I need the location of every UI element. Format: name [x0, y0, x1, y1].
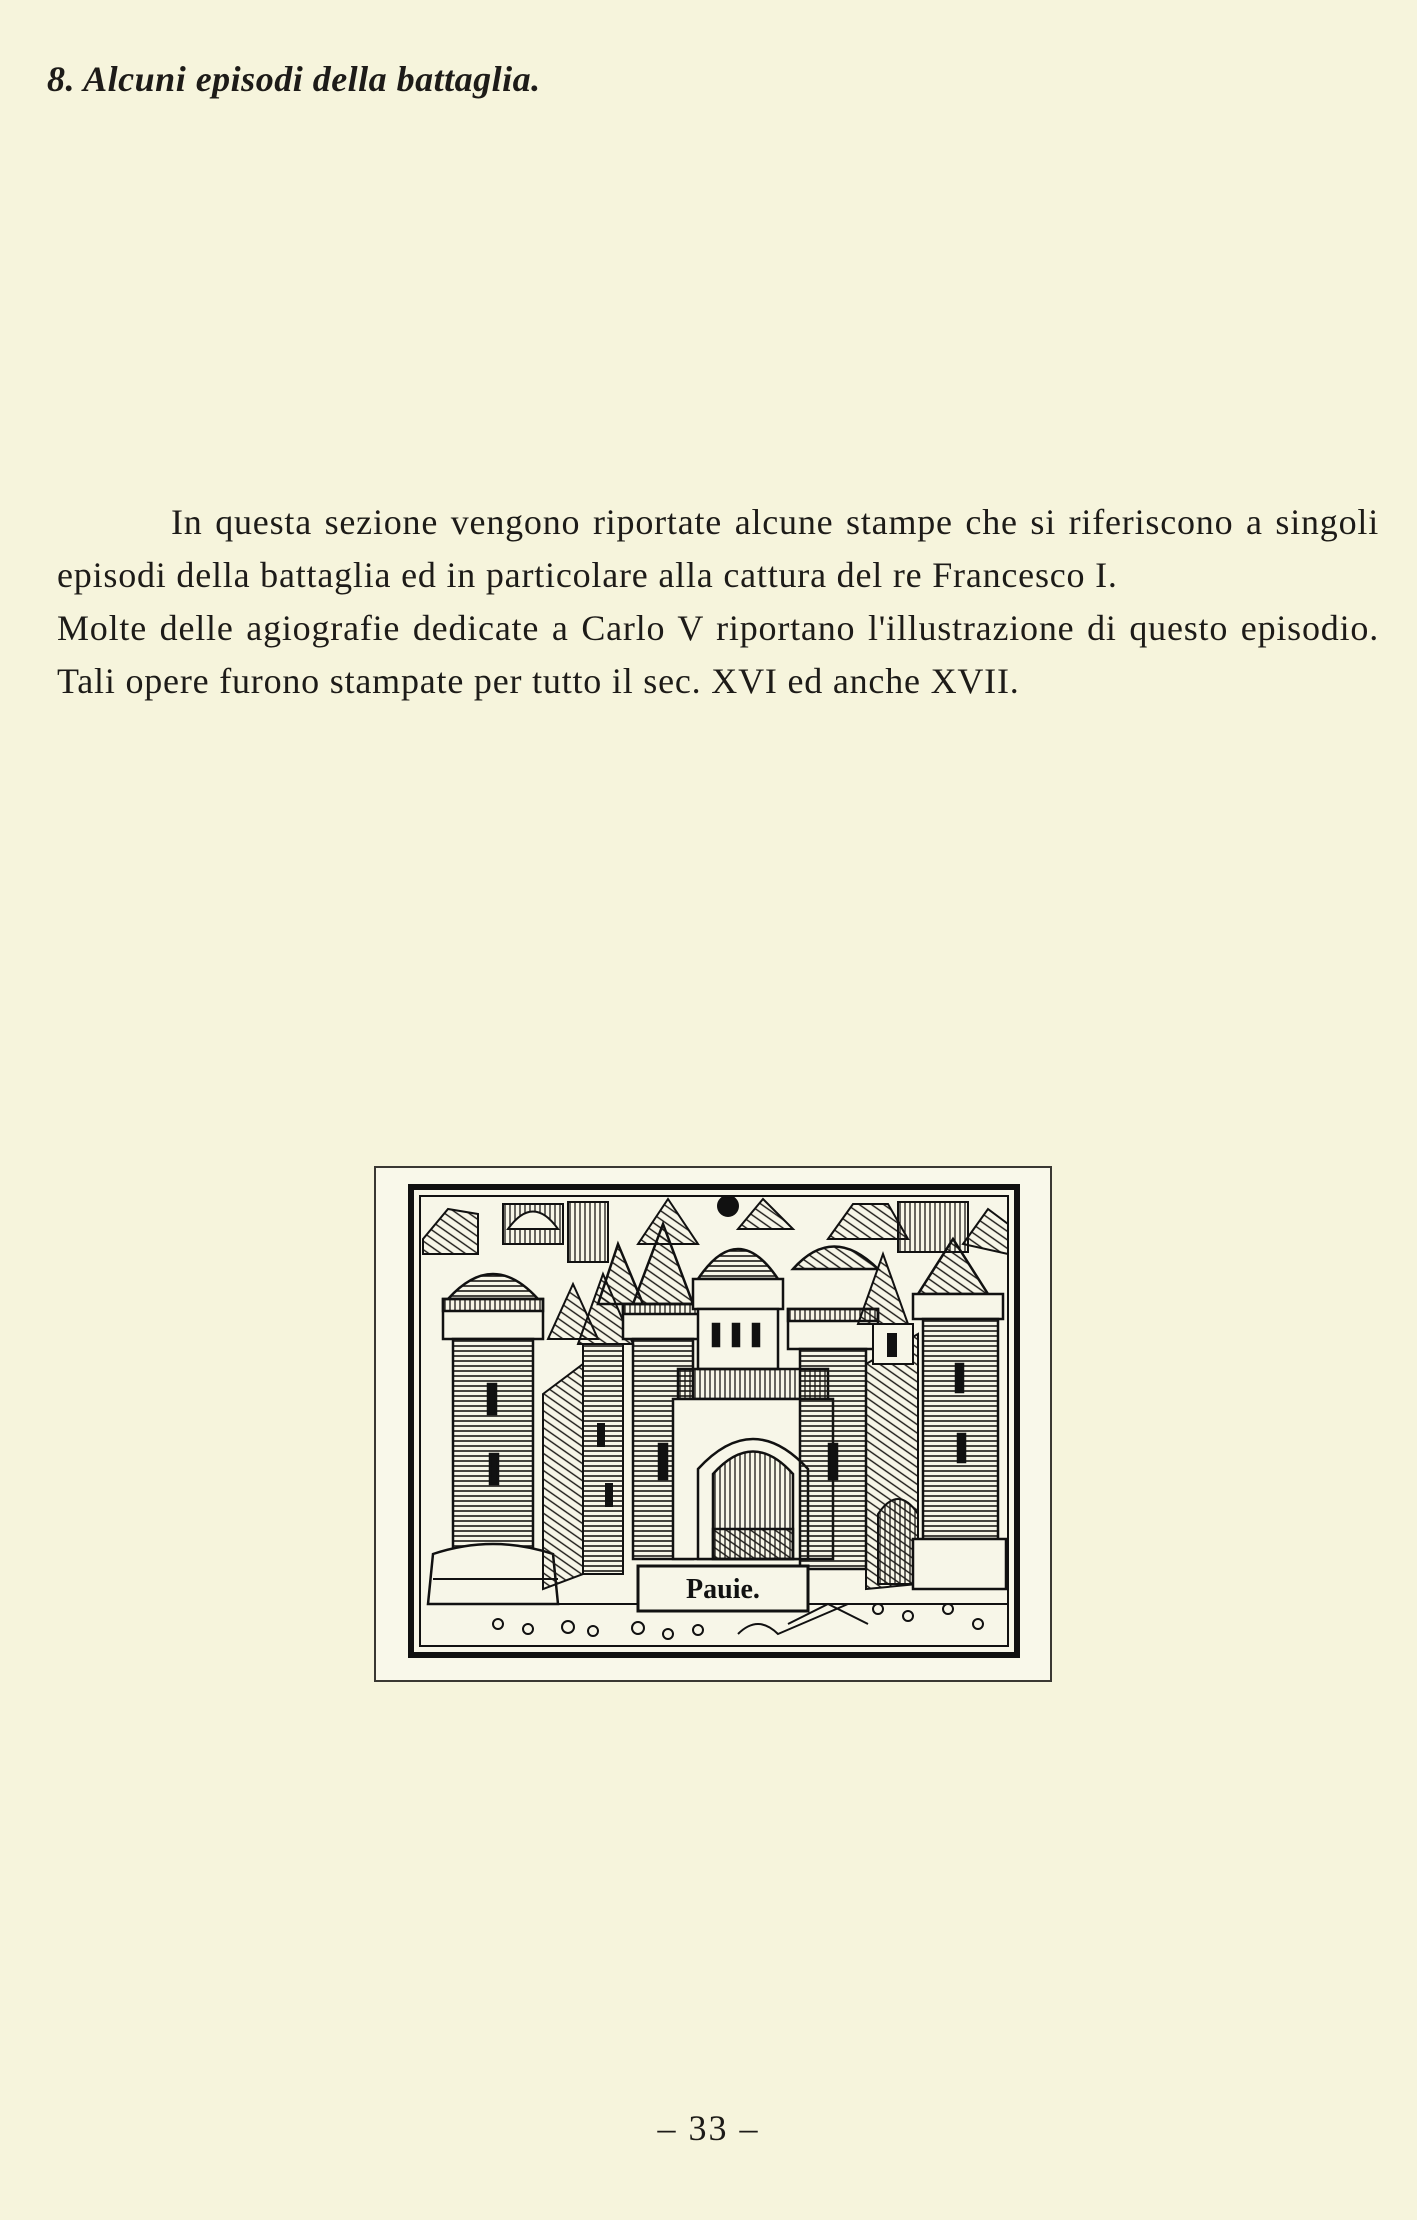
section-title: 8. Alcuni episodi della battaglia. — [47, 59, 541, 99]
left-wall — [543, 1274, 633, 1589]
woodcut-figure — [374, 1166, 1052, 1682]
banner-label: Pauie. — [686, 1574, 760, 1605]
name-banner — [638, 1566, 808, 1611]
paragraph-agiografie: Molte delle agiografie dedicate a Carlo V riportano l'illustrazione di questo episodio. Tali opere furono stampate per tutto il sec. XVI ed anche XVII. — [57, 608, 1379, 701]
central-dome-tower — [693, 1249, 783, 1369]
body-text — [57, 496, 1379, 708]
paragraph-intro: In questa sezione vengono riportate alcune stampe che si riferiscono a singoli episodi della battaglia ed in particolare alla cattura del re Francesco I. — [57, 502, 1379, 595]
woodcut-illustration-pavia — [408, 1184, 1020, 1658]
page-number: – 33 – — [657, 2108, 760, 2148]
